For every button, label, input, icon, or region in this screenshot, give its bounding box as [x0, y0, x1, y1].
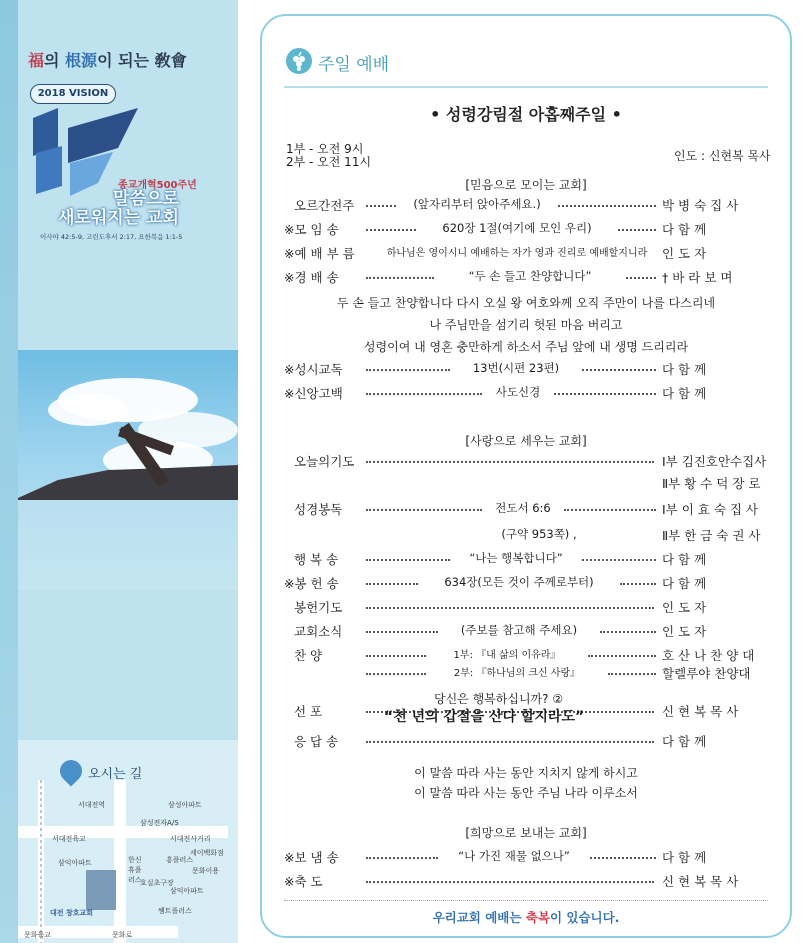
order-item-person: 다 함 께 [662, 222, 707, 237]
leader-dots [366, 369, 450, 371]
order-item-person: Ⅱ부 한 금 숙 권 사 [662, 528, 761, 543]
leader-dots [366, 229, 416, 231]
order-item-detail: 620장 1절(여기에 모인 우리) [442, 221, 592, 235]
order-item-name: 교회소식 [294, 624, 343, 639]
map-label: 세이백화점 [190, 849, 224, 857]
lyric-line: 나 주님만을 섬기리 헛된 마음 버리고 [429, 318, 623, 332]
service-leader: 인도 : 신현복 목사 [674, 149, 771, 163]
order-row [284, 622, 784, 640]
leader-dots [554, 393, 656, 395]
order-item-person: 인 도 자 [662, 246, 707, 261]
grape-icon [286, 48, 312, 74]
map-label: 호실초구장 [140, 879, 174, 887]
order-row [284, 196, 784, 214]
footer-divider [284, 900, 768, 901]
cross-photo [18, 350, 238, 590]
order-item-person: 인 도 자 [662, 600, 707, 615]
leader-dots [366, 461, 654, 463]
order-row [284, 574, 784, 592]
order-item-name: 봉헌기도 [294, 600, 343, 615]
order-row [284, 872, 784, 890]
sunday-title: • 성령강림절 아홉째주일 • [430, 105, 622, 124]
order-item-name: 응 답 송 [294, 734, 339, 749]
order-item-name: 오늘의기도 [294, 454, 355, 469]
leader-dots [366, 741, 654, 743]
vision-badge: 2018 VISION [30, 84, 116, 104]
vision-banner: 말씀으로 새로워지는 교회 [58, 189, 179, 228]
order-row [284, 244, 784, 262]
map-label: 한신 휴플러스 [128, 856, 142, 884]
map-label: 서대전사거리 [170, 835, 211, 843]
order-item-person: 다 함 께 [662, 850, 707, 865]
order-row [284, 452, 784, 470]
order-item-detail: 2부: 『하나님의 크신 사랑』 [453, 668, 581, 679]
order-item-detail: “두 손 들고 찬양합니다” [468, 269, 592, 283]
order-item-detail: (앞자리부터 앉아주세요.) [413, 197, 541, 211]
order-item-detail: “나는 행복합니다” [469, 551, 563, 565]
order-item-name: ※경 배 송 [284, 270, 339, 285]
leader-dots [582, 559, 656, 561]
order-item-detail: 13번(시편 23편) [472, 361, 560, 375]
map-label: 대전 창호교회 [50, 909, 94, 917]
order-item-detail: 전도서 6:6 [495, 501, 551, 515]
map-label: 문화육교 [24, 931, 52, 939]
order-item-person: 박 병 숙 집 사 [662, 198, 739, 213]
order-item-person: Ⅰ부 이 효 숙 집 사 [662, 502, 759, 517]
order-item-name: ※축 도 [284, 874, 323, 889]
left-panel [0, 0, 238, 943]
map-label: 문화로 [112, 931, 133, 939]
order-row [284, 384, 784, 402]
order-item-person: 다 함 께 [662, 386, 707, 401]
order-item-name: 성경봉독 [294, 502, 343, 517]
order-item-name: 선 포 [294, 704, 323, 719]
leader-dots [366, 559, 450, 561]
leader-dots [366, 205, 396, 207]
order-item-detail: (주보를 참고해 주세요) [460, 623, 578, 637]
order-item-name: ※모 임 송 [284, 222, 339, 237]
order-row [284, 526, 784, 544]
section-header-title: 주일 예배 [318, 55, 390, 75]
order-item-person: Ⅱ부 황 수 덕 장 로 [662, 476, 761, 491]
map-label: 삼익아파트 [170, 887, 204, 895]
leader-dots [366, 857, 438, 859]
order-item-detail: 하나님은 영이시니 예배하는 자가 영과 진리로 예배할지니라 [386, 248, 648, 259]
map-label: 흥플러스 [166, 856, 194, 864]
map-label: 삼성전자A/S [140, 819, 179, 827]
leader-dots [366, 509, 482, 511]
vision-verse: 이사야 42:5-9, 고린도후서 2:17, 요한복음 1:1-5 [40, 233, 183, 241]
order-row [284, 664, 784, 682]
worship-order-panel [260, 14, 792, 938]
order-item-name: 찬 양 [294, 648, 323, 663]
leader-dots [366, 631, 438, 633]
leader-dots [618, 229, 656, 231]
leader-dots [590, 857, 656, 859]
lyric-line: 성령이여 내 영혼 충만하게 하소서 주님 앞에 내 생명 드리리라 [363, 340, 689, 354]
order-row [284, 500, 784, 518]
order-row [284, 550, 784, 568]
anniversary-label: 종교개혁500주년 [118, 180, 197, 191]
order-item-detail: (구약 953쪽) , [501, 527, 577, 541]
order-row [284, 474, 784, 492]
leader-dots [366, 583, 418, 585]
lyric-line: 두 손 들고 찬양합니다 다시 오실 왕 여호와께 오직 주만이 나를 다스리네 [336, 296, 716, 310]
leader-dots [564, 509, 656, 511]
order-item-person: 신 현 복 목 사 [662, 874, 739, 889]
left-strip [0, 0, 18, 943]
map-label: 서대전역 [78, 801, 106, 809]
map-label: 삼익아파트 [58, 859, 92, 867]
leader-dots [366, 607, 654, 609]
order-item-detail: 634장(모든 것이 주께로부터) [444, 575, 594, 589]
order-item-person: Ⅰ부 김진호안수집사 [662, 454, 767, 469]
church-slogan: 福의 根源이 되는 敎會 [28, 51, 187, 70]
order-item-detail: 사도신경 [495, 385, 541, 399]
order-row [284, 360, 784, 378]
order-row [284, 848, 784, 866]
leader-dots [366, 655, 426, 657]
leader-dots [366, 881, 654, 883]
sermon-title: “천 년의 갑절을 산다 할지라도” [384, 709, 585, 725]
map-title: 오시는 길 [88, 767, 143, 782]
leader-dots [626, 277, 656, 279]
map-label: 쌤트플러스 [158, 907, 192, 915]
order-item-person: 다 함 께 [662, 734, 707, 749]
section-heading: [희망으로 보내는 교회] [465, 826, 587, 840]
order-item-person: 다 함 께 [662, 576, 707, 591]
leader-dots [582, 369, 656, 371]
leader-dots [620, 583, 656, 585]
map-label: 문화이용 [192, 867, 220, 875]
order-item-detail: “나 가진 재물 없으나” [458, 849, 570, 863]
leader-dots [366, 673, 426, 675]
order-item-name: ※예 배 부 름 [284, 246, 355, 261]
leader-dots [588, 655, 656, 657]
order-item-name: 행 복 송 [294, 552, 339, 567]
lyric-line: 이 말씀 따라 사는 동안 지치지 않게 하시고 [414, 766, 638, 780]
order-item-name: 오르간전주 [294, 198, 355, 213]
order-item-person: 호 산 나 찬 양 대 [662, 648, 755, 663]
service-time-2: 2부 - 오전 11시 [286, 155, 372, 169]
map-label: 삼성아파트 [168, 801, 202, 809]
leader-dots [366, 277, 434, 279]
lyric-line: 이 말씀 따라 사는 동안 주님 나라 이루소서 [414, 786, 638, 800]
order-item-person: 다 함 께 [662, 552, 707, 567]
sermon-subtitle: 당신은 행복하십니까? ② [434, 692, 564, 706]
header-divider [284, 86, 768, 88]
order-row [284, 732, 784, 750]
order-item-name: ※신앙고백 [284, 386, 343, 401]
leader-dots [608, 673, 656, 675]
leader-dots [600, 631, 656, 633]
order-item-name: ※성시교독 [284, 362, 343, 377]
order-row [284, 268, 784, 286]
order-item-detail: 1부: 『내 삶의 이유라』 [453, 650, 561, 661]
leader-dots [558, 205, 656, 207]
order-item-name: ※보 냄 송 [284, 850, 339, 865]
order-item-person: 신 현 복 목 사 [662, 704, 739, 719]
leader-dots [366, 393, 482, 395]
order-row [284, 646, 784, 664]
order-item-name: ※봉 헌 송 [284, 576, 339, 591]
order-item-person: † 바 라 보 며 [662, 270, 733, 285]
cross-cloud-image [18, 350, 238, 590]
section-heading: [믿음으로 모이는 교회] [465, 178, 587, 192]
order-item-person: 다 함 께 [662, 362, 707, 377]
order-row [284, 220, 784, 238]
map-label: 서대전육교 [52, 835, 86, 843]
order-row [284, 598, 784, 616]
order-item-person: 인 도 자 [662, 624, 707, 639]
service-time-1: 1부 - 오전 9시 [286, 142, 364, 156]
order-item-person: 할렐루야 찬양대 [662, 666, 751, 681]
section-heading: [사랑으로 세우는 교회] [465, 434, 587, 448]
footer-message: 우리교회 예배는 축복이 있습니다. [432, 910, 620, 925]
